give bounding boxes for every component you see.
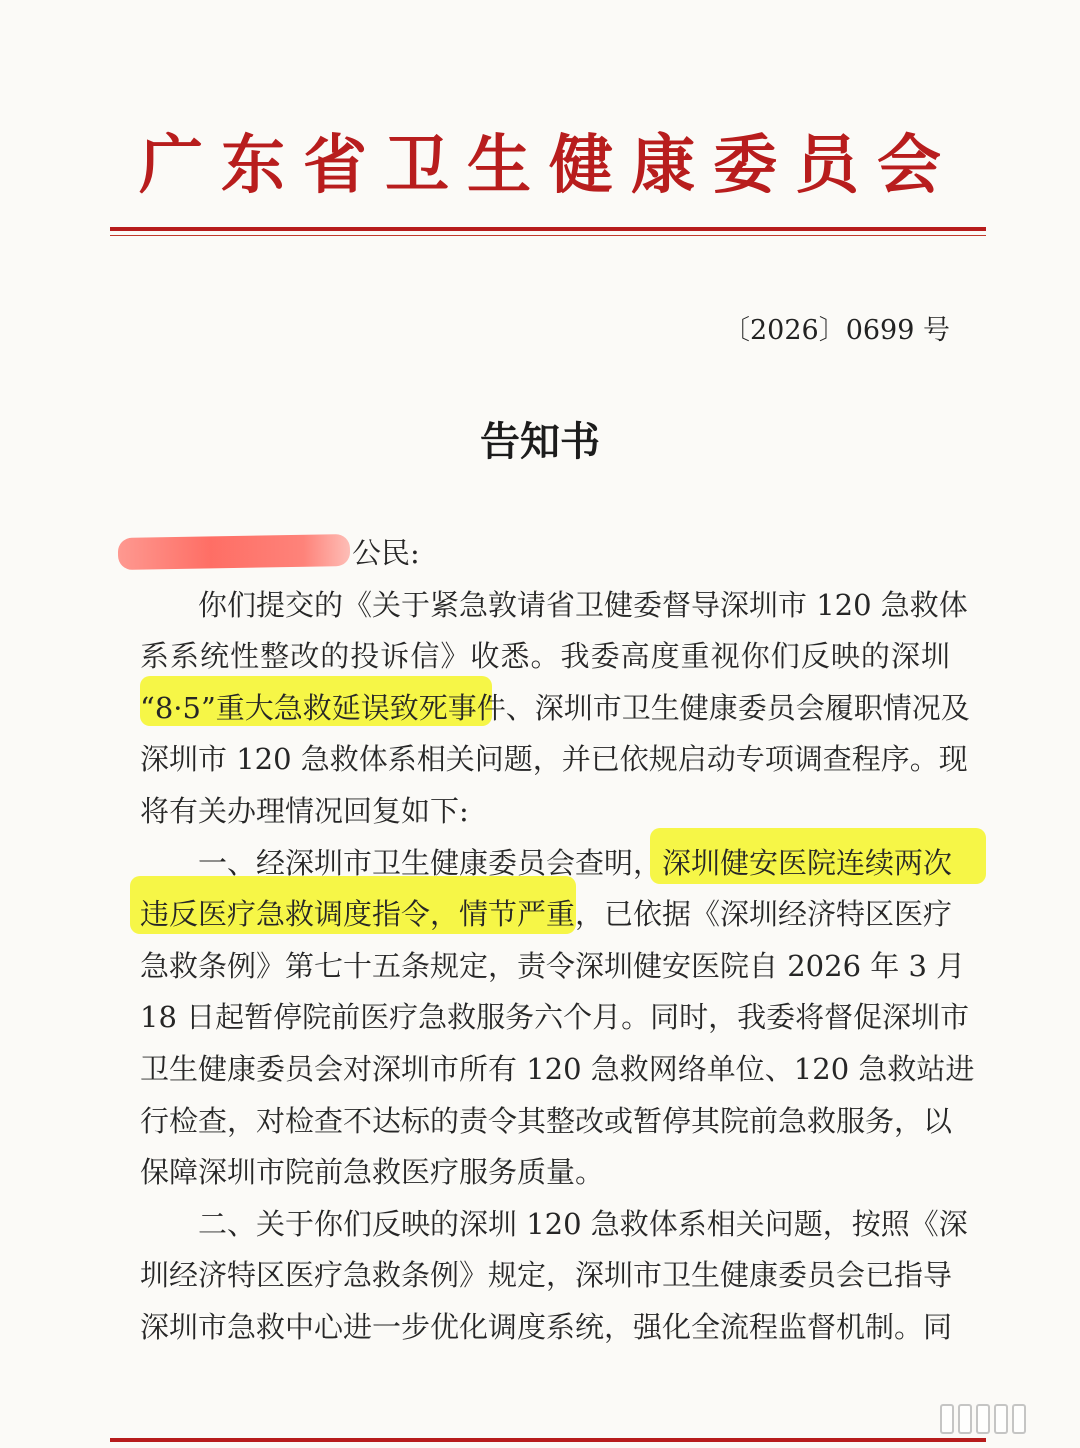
body-line: 圳经济特区医疗急救条例》规定，深圳市卫生健康委员会已指导 [140, 1258, 953, 1293]
body-line: 二、关于你们反映的深圳 120 急救体系相关问题，按照《深 [198, 1206, 968, 1241]
document-body [140, 528, 975, 1354]
body-line: 一、经深圳市卫生健康委员会查明，深圳健安医院连续两次 [198, 845, 953, 880]
red-divider-top [110, 227, 986, 231]
red-divider-top-thin [110, 235, 986, 236]
body-line: 系系统性整改的投诉信》收悉。我委高度重视你们反映的深圳 [140, 639, 950, 674]
body-line: 深圳市急救中心进一步优化调度系统，强化全流程监督机制。同 [140, 1309, 953, 1344]
body-line: 卫生健康委员会对深圳市所有 120 急救网络单位、120 急救站进 [140, 1051, 975, 1086]
body-line: 急救条例》第七十五条规定，责令深圳健安医院自 2026 年 3 月 [140, 948, 966, 983]
body-line: 行检查，对检查不达标的责令其整改或暂停其院前急救服务，以 [140, 1103, 953, 1138]
body-line: 将有关办理情况回复如下: [140, 793, 469, 828]
watermark-logo [940, 1404, 1070, 1444]
document-title: 告知书 [480, 418, 600, 465]
body-line: 你们提交的《关于紧急敦请省卫健委督导深圳市 120 急救体 [198, 587, 968, 622]
body-line: 深圳市 120 急救体系相关问题，并已依规启动专项调查程序。现 [140, 742, 968, 777]
body-line: 保障深圳市院前急救医疗服务质量。 [140, 1155, 605, 1190]
document-number: 〔2026〕0699 号 [722, 315, 950, 346]
body-line: “8·5”重大急救延误致死事件、深圳市卫生健康委员会履职情况及 [140, 690, 970, 725]
letterhead-title: 广东省卫生健康委员会 [139, 128, 959, 203]
red-divider-bottom [110, 1438, 986, 1442]
salutation: 公民: [352, 536, 420, 570]
body-line: 18 日起暂停院前医疗急救服务六个月。同时，我委将督促深圳市 [140, 1000, 970, 1035]
body-line: 违反医疗急救调度指令，情节严重，已依据《深圳经济特区医疗 [140, 897, 953, 932]
